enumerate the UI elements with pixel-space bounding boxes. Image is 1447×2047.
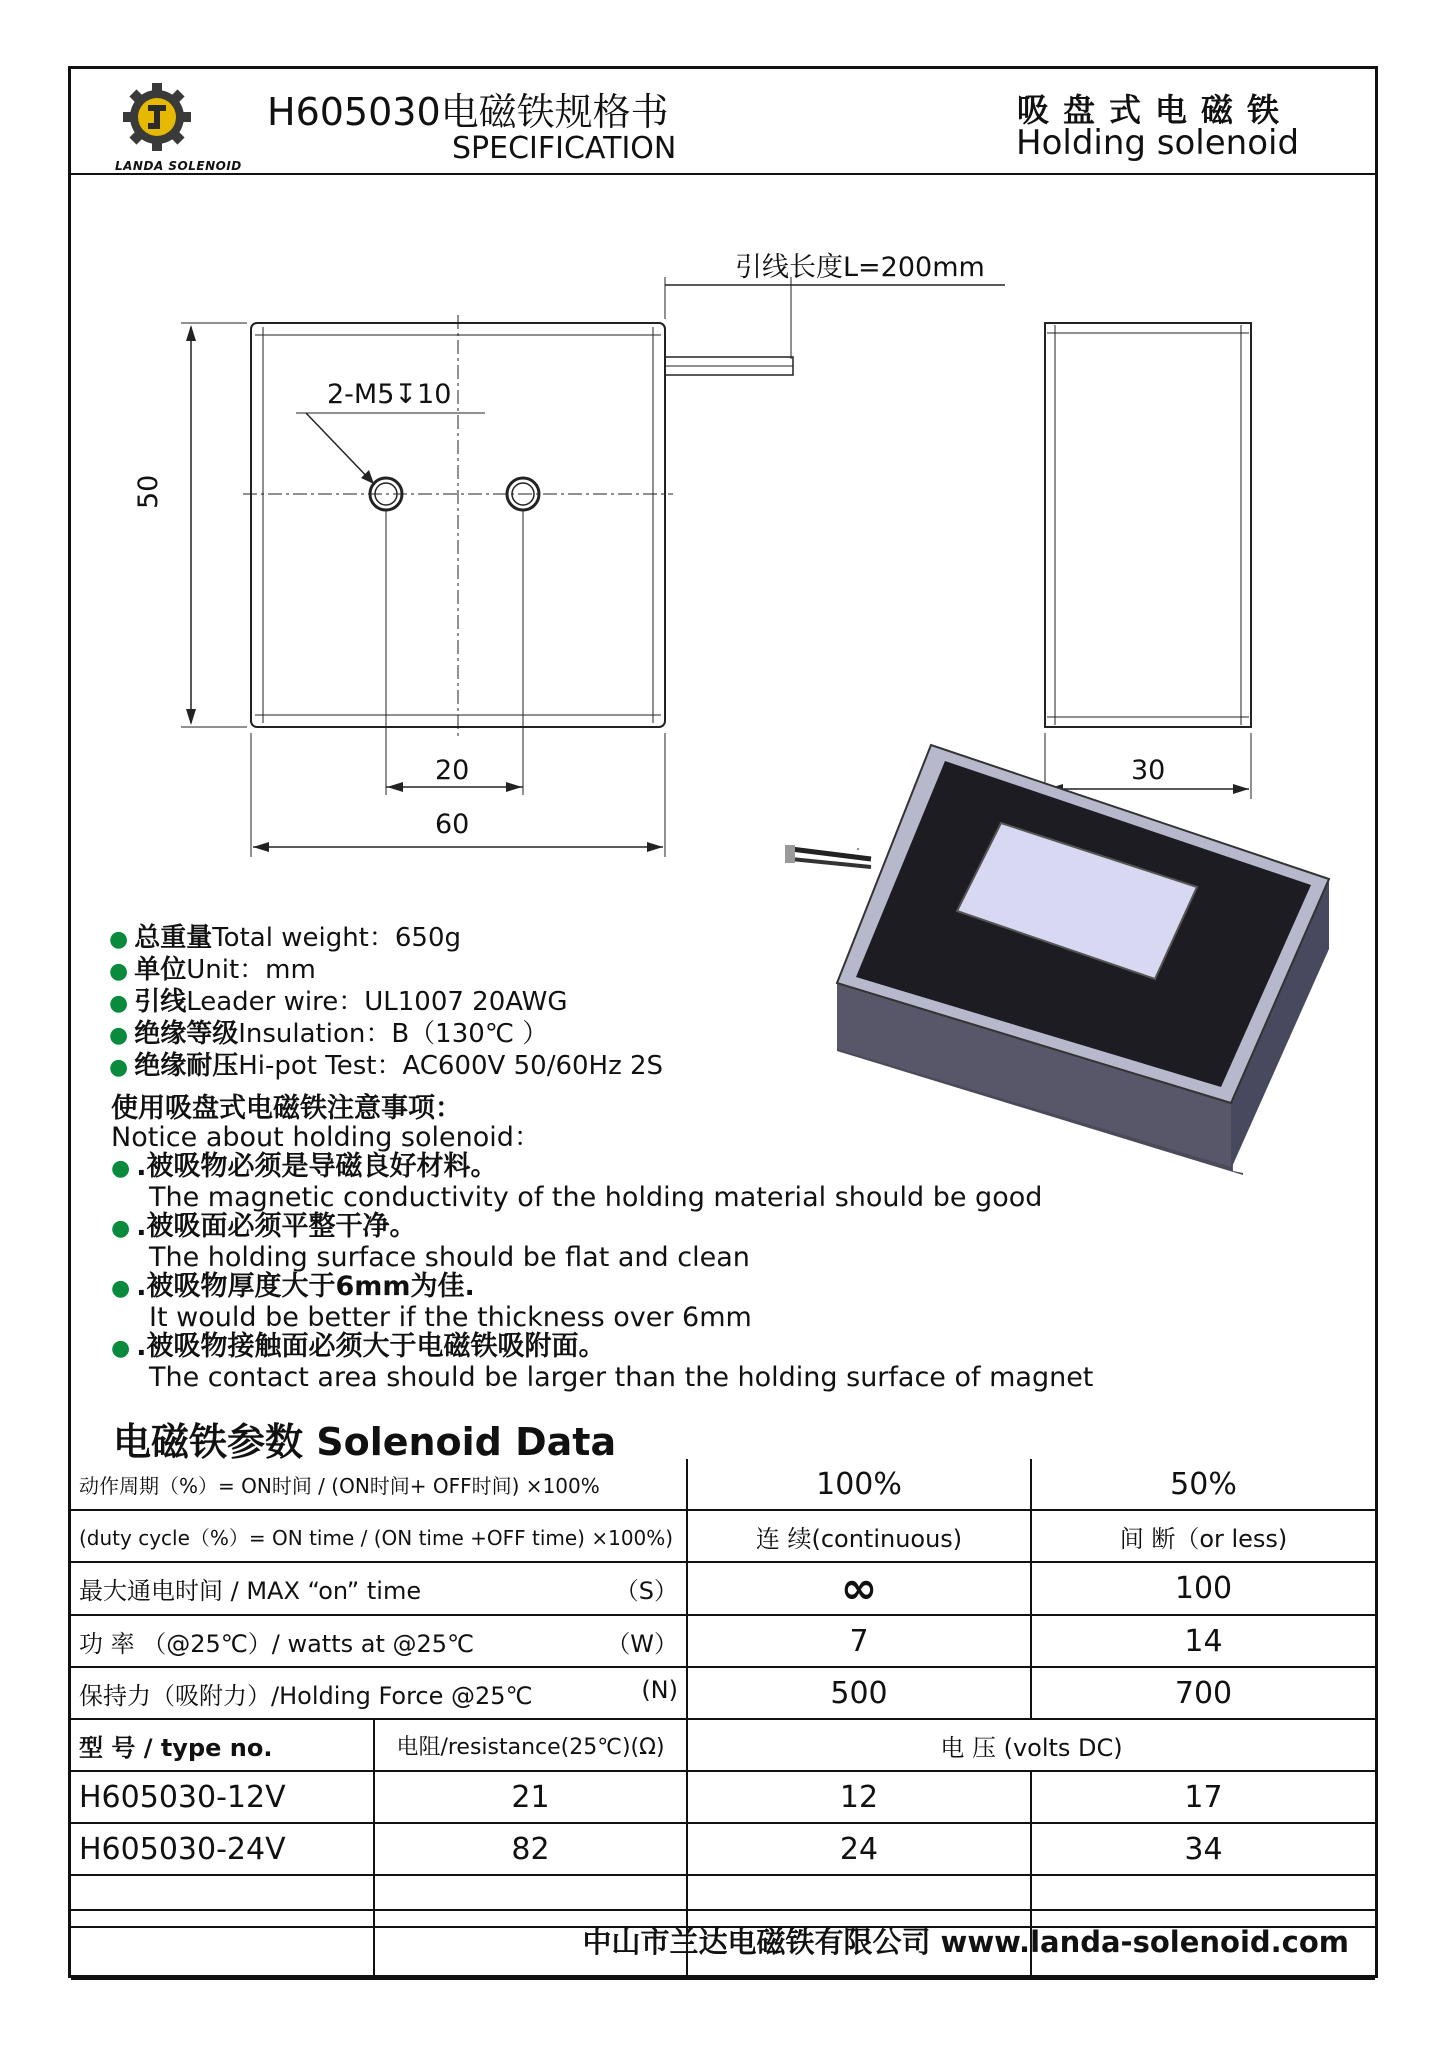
table-row [71,1667,1375,1719]
notice-item-4-cn: ● .被吸物接触面必须大于电磁铁吸附面。 [111,1331,606,1362]
duty-cycle-en: (duty cycle（%）= ON time / (ON time +OFF time) ×100%) [71,1510,687,1562]
spec-unit: ● 单位Unit：mm [109,955,316,985]
product-type-cn: 吸盘式电磁铁 [1017,91,1294,129]
model-type: H605030-24V [71,1823,374,1875]
solenoid-data-title: 电磁铁参数 Solenoid Data [113,1420,617,1464]
watts-50: 14 [1031,1615,1375,1667]
table-row [71,1771,1375,1823]
model-resistance: 21 [374,1771,687,1823]
spec-insulation: ● 绝缘等级Insulation：B（130℃ ） [109,1019,549,1049]
company-footer: 中山市兰达电磁铁有限公司 www.landa-solenoid.com [582,1925,1349,1959]
bullet-icon: ● [111,1216,131,1241]
model-resistance: 82 [374,1823,687,1875]
row-label-max-on-time: 最大通电时间 / MAX “on” time （S） [71,1562,687,1615]
model-voltage-100: 12 [687,1771,1031,1823]
spec-leader-wire: ● 引线Leader wire：UL1007 20AWG [109,987,568,1017]
voltage-header: 电 压 (volts DC) [687,1719,1375,1771]
type-header: 型 号 / type no. [71,1719,374,1771]
product-type-en: Holding solenoid [1016,123,1300,163]
height-dimension: 50 [133,474,164,509]
bullet-icon: ● [109,1055,129,1080]
row-label-watts: 功 率 （@25℃）/ watts at @25℃ （W） [71,1615,687,1667]
lead-length-label: 引线长度L=200mm [735,252,985,283]
table-row [71,1823,1375,1875]
spec-hipot: ● 绝缘耐压Hi-pot Test：AC600V 50/60Hz 2S [109,1051,664,1081]
notice-item-4-en: The contact area should be larger than the holding surface of magnet [149,1362,1094,1393]
notice-item-1-en: The magnetic conductivity of the holding material should be good [149,1182,1043,1213]
notice-item-3-en: It would be better if the thickness over 6mm [149,1302,752,1333]
solenoid-data-table [71,1459,1375,1980]
bullet-icon: ● [109,959,129,984]
watts-100: 7 [687,1615,1031,1667]
model-voltage-100: 24 [687,1823,1031,1875]
table-row [71,1615,1375,1667]
col-header-100: 100% [687,1459,1031,1510]
row-label-holding-force: 保持力（吸附力）/Holding Force @25℃ (N) [71,1667,687,1719]
notice-title-cn: 使用吸盘式电磁铁注意事项： [111,1093,462,1124]
table-row [71,1562,1375,1615]
model-voltage-50: 34 [1031,1823,1375,1875]
duty-cycle-cn: 动作周期（%）= ON时间 / (ON时间+ OFF时间) ×100% [71,1459,687,1510]
bullet-icon: ● [109,1023,129,1048]
bullet-icon: ● [111,1156,131,1181]
notice-item-3-cn: ● .被吸物厚度大于6mm为佳. [111,1271,475,1302]
spec-list [109,923,663,1083]
model-voltage-50: 17 [1031,1771,1375,1823]
footer-divider [71,1909,1375,1911]
bullet-icon: ● [109,991,129,1016]
thread-spec-label: 2-M5↧10 [327,379,452,410]
bullet-icon: ● [111,1276,131,1301]
side-view-outline [1045,323,1251,727]
notice-item-2-en: The holding surface should be flat and clean [149,1242,750,1273]
holding-force-50: 700 [1031,1667,1375,1719]
resistance-header: 电阻/resistance(25℃)(Ω) [374,1719,687,1771]
col-header-less: 间 断（or less) [1031,1510,1375,1562]
depth-dimension: 30 [1131,755,1166,786]
notice-item-1-cn: ● .被吸物必须是导磁良好材料。 [111,1151,498,1182]
table-row [71,1510,1375,1562]
notice-item-2-cn: ● .被吸面必须平整干净。 [111,1211,417,1242]
logo-text: LANDA SOLENOID [115,159,242,173]
max-on-time-100: ∞ [687,1562,1031,1615]
document-title-cn: H605030电磁铁规格书 [267,90,669,134]
notice-title-en: Notice about holding solenoid： [111,1122,541,1153]
notice-section [111,1094,1093,1392]
spec-sheet-frame [68,66,1378,1978]
bullet-icon: ● [111,1336,131,1361]
col-header-continuous: 连 续(continuous) [687,1510,1031,1562]
max-on-time-50: 100 [1031,1562,1375,1615]
spec-weight: ● 总重量Total weight：650g [109,923,461,953]
table-row [71,1719,1375,1771]
document-title-en: SPECIFICATION [452,131,677,166]
hole-spacing-dimension: 20 [435,755,470,786]
col-header-50: 50% [1031,1459,1375,1510]
holding-force-100: 500 [687,1667,1031,1719]
model-type: H605030-12V [71,1771,374,1823]
table-row [71,1459,1375,1510]
width-dimension: 60 [435,809,470,840]
bullet-icon: ● [109,927,129,952]
